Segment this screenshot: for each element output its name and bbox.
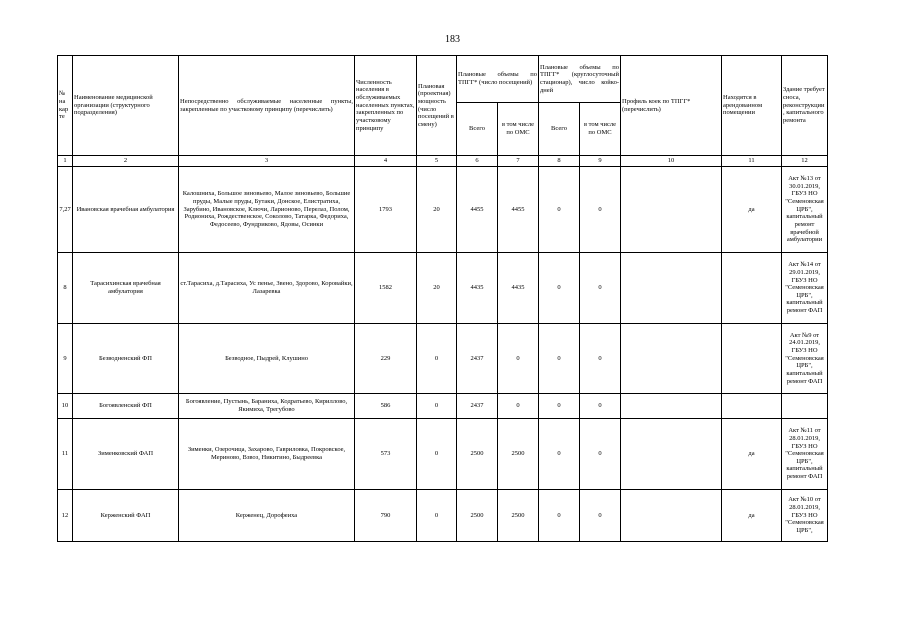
row-settlements: ст.Тарасиха, д.Тарасиха, Ус пенье, Звено, Здорово, Коровайки, Лазаревка	[179, 253, 355, 324]
row-num: 10	[58, 394, 73, 419]
row-beds-total: 0	[539, 253, 580, 324]
facilities-table	[57, 55, 828, 542]
row-settlements: Безводное, Пыдрей, Клушино	[179, 324, 355, 394]
row-capacity: 20	[417, 253, 457, 324]
row-rented: да	[722, 419, 782, 490]
row-beds-total: 0	[539, 167, 580, 253]
header-beds-oms: в том числе по ОМС	[580, 103, 621, 156]
row-rented	[722, 324, 782, 394]
table-row	[58, 253, 828, 324]
row-settlements: Керженец, Дорофеиха	[179, 490, 355, 542]
row-population: 586	[355, 394, 417, 419]
row-population: 229	[355, 324, 417, 394]
row-profile	[621, 419, 722, 490]
row-profile	[621, 253, 722, 324]
header-visits-oms: в том числе по ОМС	[498, 103, 539, 156]
header-beds-total: Всего	[539, 103, 580, 156]
column-number: 8	[539, 156, 580, 167]
row-profile	[621, 394, 722, 419]
column-number: 11	[722, 156, 782, 167]
table-row	[58, 324, 828, 394]
row-visits-total: 4435	[457, 253, 498, 324]
row-name: Ивановская врачебная амбулатория	[73, 167, 179, 253]
column-number: 9	[580, 156, 621, 167]
header-population: Численность населения в обслуживаемых населенных пунктах, закрепленных по участковому принципу	[355, 56, 417, 156]
header-name: Наименование медицинской организации (структурного подразделения)	[73, 56, 179, 156]
row-repair: Акт №9 от 24.01.2019, ГБУЗ НО "Семеновская ЦРБ", капитальный ремонт ФАП	[782, 324, 828, 394]
row-name: Тарасихинская врачебная амбулатория	[73, 253, 179, 324]
column-number: 2	[73, 156, 179, 167]
page-number: 183	[445, 34, 460, 45]
row-population: 573	[355, 419, 417, 490]
table-row	[58, 394, 828, 419]
row-population: 790	[355, 490, 417, 542]
row-rented: да	[722, 490, 782, 542]
row-visits-total: 4455	[457, 167, 498, 253]
header-settlements: Непосредственно обслуживаемые населенные пункты, закрепленные по участковому принципу (перечислить)	[179, 56, 355, 156]
row-beds-oms: 0	[580, 253, 621, 324]
row-settlements: Богоявление, Пустынь, Бараниха, Кодратьево, Кириллово, Якимиха, Трегубово	[179, 394, 355, 419]
column-number: 6	[457, 156, 498, 167]
row-num: 11	[58, 419, 73, 490]
row-rented	[722, 253, 782, 324]
row-rented: да	[722, 167, 782, 253]
row-name: Богоявленский ФП	[73, 394, 179, 419]
row-repair	[782, 394, 828, 419]
row-visits-oms: 2500	[498, 419, 539, 490]
row-visits-oms: 0	[498, 394, 539, 419]
table-row	[58, 419, 828, 490]
row-name: Безводненский ФП	[73, 324, 179, 394]
table-row	[58, 490, 828, 542]
column-number: 4	[355, 156, 417, 167]
row-settlements: Калошниха, Большое зиновьево, Малое зиновьево, Большие пруды, Малые пруды, Бутаки, Донское, Елистратиха, Зарубино, Ивановское, Ключи, Ларионово, Перелаз, Полом, Родиониха, Рождественское, Соколово, Татарка, Федориха, Федосеево, Фундриково, Ядовы, Осинки	[179, 167, 355, 253]
column-number: 7	[498, 156, 539, 167]
column-number: 10	[621, 156, 722, 167]
header-beds: Плановые объемы по ТПГГ* (круглосуточный стационар), число койко-дней	[539, 56, 621, 103]
header-profile: Профиль коек по ТПГГ* (перечислить)	[621, 56, 722, 156]
row-visits-oms: 4435	[498, 253, 539, 324]
row-repair: Акт №14 от 29.01.2019, ГБУЗ НО "Семеновская ЦРБ", капитальный ремонт ФАП	[782, 253, 828, 324]
row-beds-total: 0	[539, 394, 580, 419]
table-row	[58, 167, 828, 253]
row-capacity: 0	[417, 324, 457, 394]
row-visits-total: 2500	[457, 490, 498, 542]
row-profile	[621, 324, 722, 394]
row-rented	[722, 394, 782, 419]
column-number: 3	[179, 156, 355, 167]
row-capacity: 0	[417, 394, 457, 419]
row-name: Зименковский ФАП	[73, 419, 179, 490]
column-number: 12	[782, 156, 828, 167]
row-name: Керженский ФАП	[73, 490, 179, 542]
row-visits-oms: 4455	[498, 167, 539, 253]
header-rented: Находятся в арендованном помещении	[722, 56, 782, 156]
row-beds-total: 0	[539, 419, 580, 490]
row-visits-oms: 2500	[498, 490, 539, 542]
header-visits: Плановые объемы по ТПГГ* (число посещений)	[457, 56, 539, 103]
row-num: 7,27	[58, 167, 73, 253]
row-capacity: 0	[417, 419, 457, 490]
header-num: № на кар те	[58, 56, 73, 156]
row-visits-oms: 0	[498, 324, 539, 394]
row-num: 8	[58, 253, 73, 324]
row-capacity: 20	[417, 167, 457, 253]
header-repair: Здание требует сноса, реконструкции, капитального ремонта	[782, 56, 828, 156]
column-number: 5	[417, 156, 457, 167]
row-settlements: Зименки, Озерочица, Захарово, Гавриловка, Покровское, Мериново, Взвоз, Никитино, Быдреевка	[179, 419, 355, 490]
column-number-row	[58, 156, 828, 167]
header-capacity: Плановая (проектная) мощность (число посещений в смену)	[417, 56, 457, 156]
header-row-1	[58, 56, 828, 103]
row-beds-oms: 0	[580, 167, 621, 253]
row-beds-total: 0	[539, 324, 580, 394]
row-visits-total: 2437	[457, 324, 498, 394]
row-repair: Акт №11 от 28.01.2019, ГБУЗ НО "Семеновская ЦРБ", капитальный ремонт ФАП	[782, 419, 828, 490]
row-num: 12	[58, 490, 73, 542]
row-beds-oms: 0	[580, 394, 621, 419]
row-repair: Акт №10 от 28.01.2019, ГБУЗ НО "Семеновская ЦРБ",	[782, 490, 828, 542]
row-profile	[621, 167, 722, 253]
row-visits-total: 2500	[457, 419, 498, 490]
column-number: 1	[58, 156, 73, 167]
row-num: 9	[58, 324, 73, 394]
row-profile	[621, 490, 722, 542]
row-repair: Акт №13 от 30.01.2019, ГБУЗ НО "Семеновская ЦРБ", капитальный ремонт врачебной амбулатории	[782, 167, 828, 253]
row-population: 1793	[355, 167, 417, 253]
header-visits-total: Всего	[457, 103, 498, 156]
row-beds-oms: 0	[580, 419, 621, 490]
row-beds-oms: 0	[580, 324, 621, 394]
row-beds-oms: 0	[580, 490, 621, 542]
row-beds-total: 0	[539, 490, 580, 542]
row-capacity: 0	[417, 490, 457, 542]
row-visits-total: 2437	[457, 394, 498, 419]
row-population: 1582	[355, 253, 417, 324]
